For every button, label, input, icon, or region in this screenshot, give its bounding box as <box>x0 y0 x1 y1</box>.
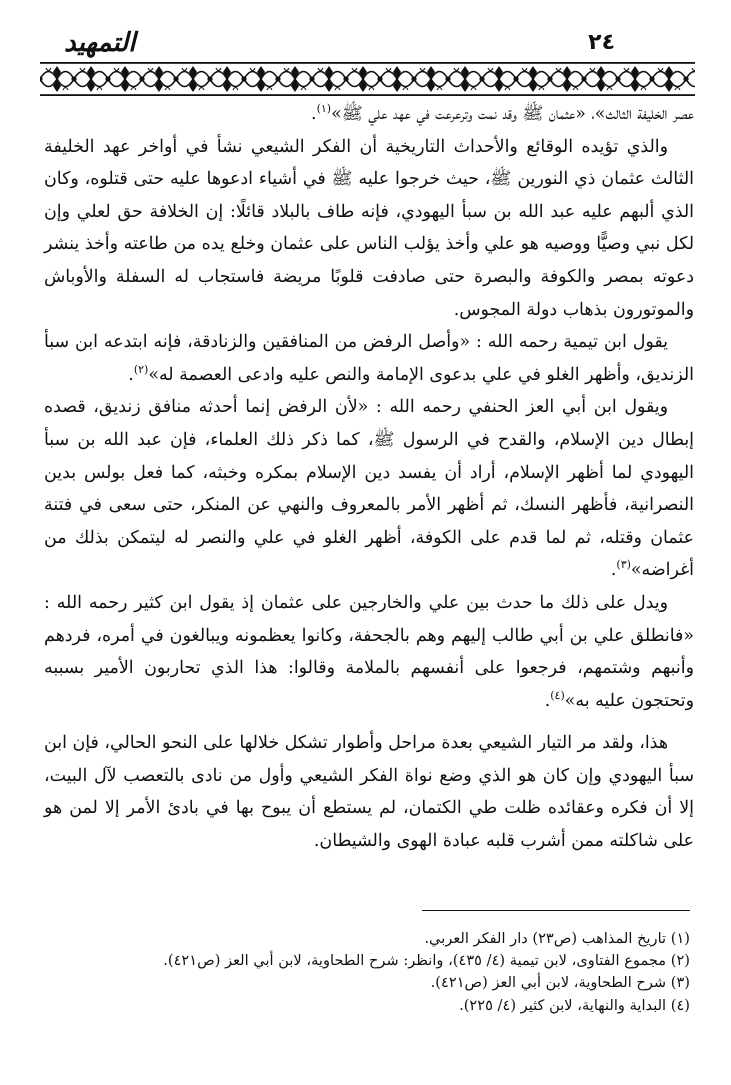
paragraph-2: والذي تؤيده الوقائع والأحداث التاريخية أن الفكر الشيعي نشأ في أواخر عهد الخليفة الثالث عثمان ذي النورين ﷺ، حيث خرجوا عليه ﷺ في أشياء ادعوها عليه حتى قتلوه، وكان الذي ألبهم عليه عبد الله بن سبأ اليهودي، فإنه طاف بالبلاد قائلًا: إن الخلافة حق لعلي وإن لكل نبي وصيًّا ووصيه هو علي وأخذ يؤلب الناس على عثمان وخلع يده من طاعته وأخذ ينشر دعوته بمصر والكوفة والبصرة حتى صادفت قلوبًا مريضة فاستجاب له السفلة والأوباش والموتورون بذهاب دولة المجوس. <box>44 136 694 320</box>
page-number: ٢٤ <box>588 30 615 55</box>
page-header <box>40 28 695 98</box>
footnote-ref-2[interactable]: (٢) <box>133 362 149 376</box>
paragraph-3: يقول ابن تيمية رحمه الله : «وأصل الرفض من المنافقين والزنادقة، فإنه ابتدعه ابن سبأ الزنديق، وأظهر الغلو في علي بدعوى الإمامة والنص عليه وادعى العصمة له»$^{(٢)}$. <box>44 332 694 385</box>
paragraph-1: عصر الخليفة الثالث»، «عثمان ﷺ وقد نمت وترعرعت في عهد علي ﷺ»$^{(١)}$. <box>311 102 694 124</box>
footnote-separator <box>422 910 690 911</box>
footnote-ref-3[interactable]: (٣) <box>616 558 631 572</box>
footnote-1: (١) تاريخ المذاهب (ص٢٣) دار الفكر العربي. <box>424 930 690 947</box>
running-title: التمهيد <box>64 28 136 58</box>
main-text <box>44 98 694 858</box>
footnote-3: (٣) شرح الطحاوية، لابن أبي العز (ص٤٢١). <box>430 974 690 992</box>
paragraph-4: ويقول ابن أبي العز الحنفي رحمه الله : «لأن الرفض إنما أحدثه منافق زنديق، قصده إبطال دين الإسلام، والقدح في الرسول ﷺ، كما ذكر ذلك العلماء، فإن عبد الله بن سبأ اليهودي لما أظهر الإسلام، أراد أن يفسد دين الإسلام بمكره وخبثه، كما فعل بولس بدين النصرانية، فأظهر النسك، ثم أظهر الأمر بالمعروف والنهي عن المنكر، حتى سعى في فتنة عثمان وقتله، ثم لما قدم على الكوفة، أظهر الغلو في علي والنصر له ليتمكن بذلك من أغراضه»$^{(٣)}$. <box>44 397 694 581</box>
footnote-ref-1[interactable]: (١) <box>316 102 332 116</box>
paragraph-6: هذا، ولقد مر التيار الشيعي بعدة مراحل وأطوار تشكل خلالها على النحو الحالي، فإن ابن سبأ اليهودي وإن كان هو الذي وضع نواة الفكر الشيعي وأول من نادى بالتعصب لآل البيت، إلا أن فكره وعقائده ظلت طي الكتمان، لم يستطع أن يبوح بها في بادئ الأمر إلا لمن هو على شاكلته ممن أشرب قلبه عبادة الهوى والشيطان. <box>44 733 694 852</box>
footnote-2: (٢) مجموع الفتاوى، لابن تيمية (٤/ ٤٣٥)، وانظر: شرح الطحاوية، لابن أبي العز (ص٤٢١). <box>163 952 690 970</box>
decorative-border-ornament <box>40 62 695 96</box>
footnotes <box>100 928 690 1017</box>
footnote-4: (٤) البداية والنهاية، لابن كثير (٤/ ٢٢٥). <box>459 996 690 1014</box>
footnote-ref-4[interactable]: (٤) <box>550 688 565 702</box>
paragraph-5: ويدل على ذلك ما حدث بين علي والخارجين على عثمان إذ يقول ابن كثير رحمه الله : «فانطلق علي بن أبي طالب إليهم وهم بالجحفة، وكانوا يعظمونه ويبالغون في أمره، فردهم وأنبهم وشتمهم، فرجعوا على أنفسهم بالملامة وقالوا: هذا الذي تحاربون الأمير بسببه وتحتجون عليه به»$^{(٤)}$. <box>44 592 694 711</box>
